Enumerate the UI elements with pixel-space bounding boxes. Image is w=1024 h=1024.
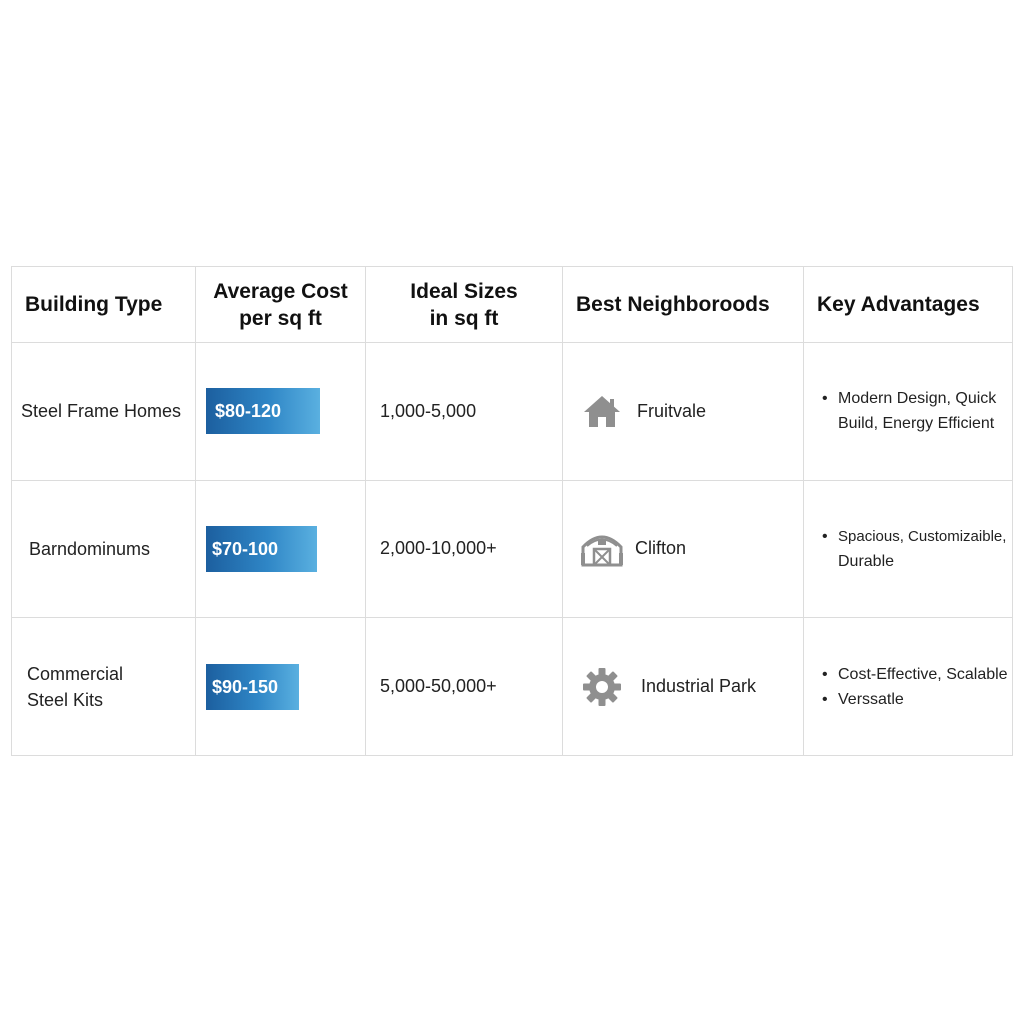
comparison-table: [11, 266, 1013, 756]
cell-ideal-size: [366, 618, 563, 756]
advantage-line: [822, 411, 1012, 436]
header-ideal-sizes: [366, 267, 563, 343]
header-best-neighborhoods: [563, 267, 804, 343]
building-type-label-line2: Steel Kits: [27, 689, 104, 710]
cell-advantages: [804, 343, 1013, 481]
bullet: •: [822, 690, 828, 708]
table-header-row: [12, 267, 1013, 343]
neighborhood-name: Clifton: [635, 538, 687, 559]
header-label: Key Advantages: [817, 293, 980, 316]
neighborhood-name: Industrial Park: [641, 676, 757, 697]
cell-average-cost: [196, 343, 366, 481]
cell-neighborhood: [563, 343, 804, 481]
cost-badge: $90-150: [206, 664, 299, 710]
advantage-text: Verssatle: [838, 690, 904, 708]
bullet: [822, 411, 838, 436]
cell-advantages: [804, 480, 1013, 618]
cell-ideal-size: [366, 343, 563, 481]
cell-average-cost: [196, 480, 366, 618]
table-row: [12, 480, 1013, 618]
house-icon: [581, 391, 623, 431]
header-label: Average Cost: [213, 279, 348, 303]
header-label: Ideal Sizes: [410, 279, 518, 303]
advantage-line: [822, 524, 1012, 549]
cell-advantages: [804, 618, 1013, 756]
bullet: •: [822, 390, 828, 408]
advantage-line: [822, 687, 1012, 712]
building-type-label: Commercial: [27, 663, 124, 684]
bullet: [822, 549, 838, 574]
cell-building-type: [12, 343, 196, 481]
building-type-label: Barndominums: [29, 538, 151, 559]
advantage-text: Cost-Effective, Scalable: [838, 665, 1008, 683]
advantage-text: Build, Energy Efficient: [838, 415, 995, 433]
size-value: 2,000-10,000+: [380, 538, 497, 559]
header-key-advantages: [804, 267, 1013, 343]
cell-building-type: [12, 618, 196, 756]
bullet: •: [822, 527, 828, 545]
building-type-label: Steel Frame Homes: [21, 401, 182, 422]
bullet: •: [822, 665, 828, 683]
gear-icon: [581, 667, 623, 707]
cell-neighborhood: [563, 618, 804, 756]
cell-building-type: [12, 480, 196, 618]
cell-ideal-size: [366, 480, 563, 618]
advantage-line: [822, 549, 1012, 574]
cost-badge: $80-120: [206, 388, 320, 434]
advantage-line: [822, 662, 1012, 687]
table-row: [12, 343, 1013, 481]
size-value: 5,000-50,000+: [380, 676, 497, 697]
neighborhood-name: Fruitvale: [637, 400, 707, 421]
cell-neighborhood: [563, 480, 804, 618]
header-label-line2: per sq ft: [239, 306, 322, 330]
advantage-text: Durable: [838, 552, 895, 570]
barn-icon: [579, 529, 625, 569]
table-row: [12, 618, 1013, 756]
advantage-line: [822, 386, 1012, 411]
advantage-text: Spacious, Customizaible,: [838, 527, 1007, 545]
header-building-type: [12, 267, 196, 343]
size-value: 1,000-5,000: [380, 400, 477, 421]
header-label: Building Type: [25, 293, 163, 316]
cell-average-cost: [196, 618, 366, 756]
header-label: Best Neighboroods: [576, 293, 770, 316]
cost-badge: $70-100: [206, 526, 317, 572]
advantage-text: Modern Design, Quick: [838, 390, 997, 408]
header-average-cost: [196, 267, 366, 343]
header-label-line2: in sq ft: [429, 306, 499, 330]
